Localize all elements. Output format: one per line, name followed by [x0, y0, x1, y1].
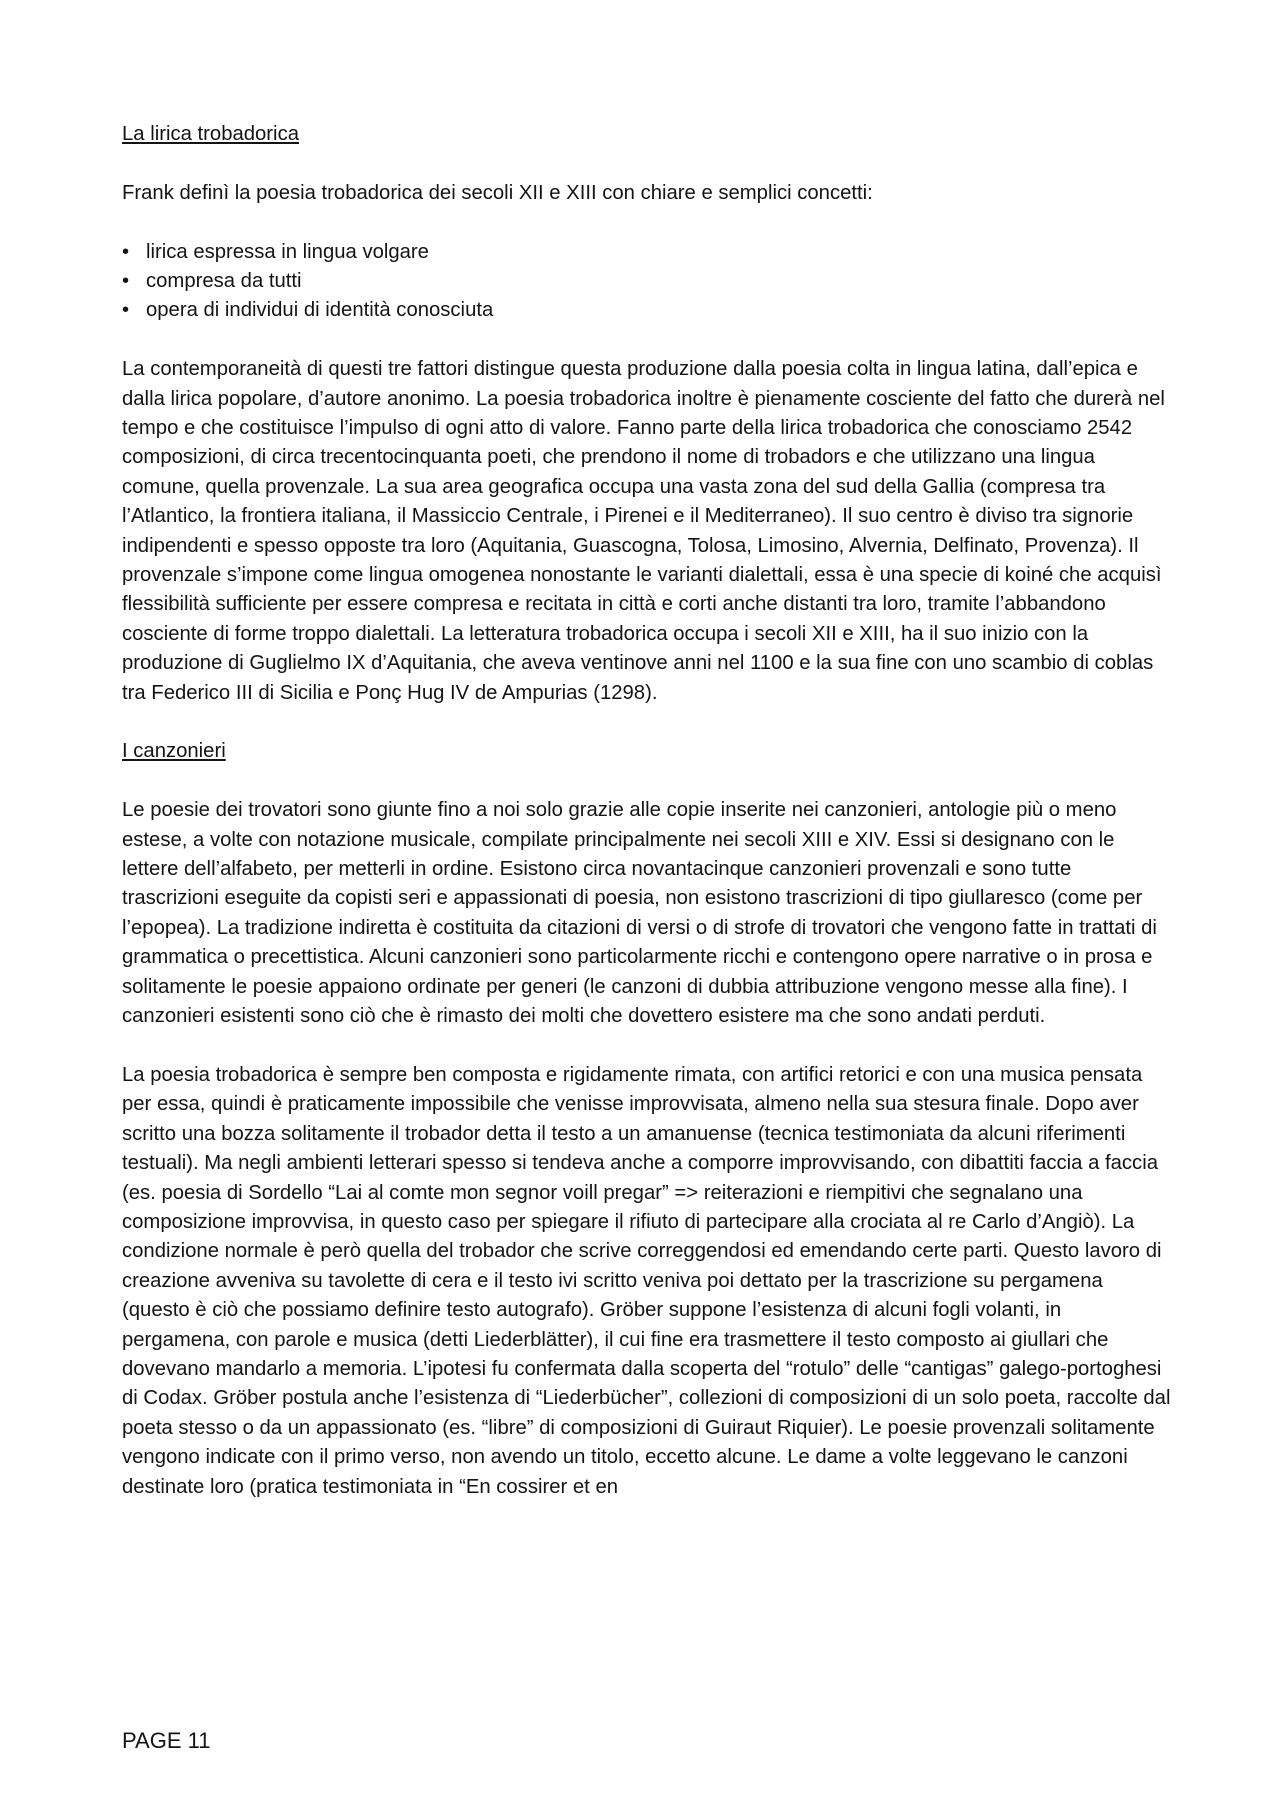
- concept-list: [122, 238, 1172, 326]
- document-page: [122, 120, 1172, 1502]
- section-title-canzonieri: I canzonieri: [122, 740, 226, 763]
- list-item: • opera di individui di identità conosciuta: [122, 296, 1172, 325]
- section-title-lirica: La lirica trobadorica: [122, 123, 299, 145]
- body-paragraph-canzonieri: Le poesie dei trovatori sono giunte fino a noi solo grazie alle copie inserite nei canzonieri, antologie più o meno estese, a volte con notazione musicale, compilate principalmente nei secoli XIII e XIV. Essi si designano con le lettere dell’alfabeto, per metterli in ordine. Esistono circa novantacinque canzonieri provenzali e sono tutte trascrizioni eseguite da copisti seri e appassionati di poesia, non esistono trascrizioni di tipo giullaresco (come per l’epopea). La tradizione indiretta è costituita da citazioni di versi o di strofe di trovatori che vengono fatte in trattati di grammatica o precettistica. Alcuni canzonieri sono particolarmente ricchi e contengono opere narrative o in prosa e solitamente le poesie appaiono ordinate per generi (le canzoni di dubbia attribuzione vengono messe alla fine). I canzonieri esistenti sono ciò che è rimasto dei molti che dovettero esistere ma che sono andati perduti.: [122, 799, 1157, 1028]
- intro-paragraph: Frank definì la poesia trobadorica dei secoli XII e XIII con chiare e semplici concetti:: [122, 181, 873, 204]
- body-paragraph-composizione: La poesia trobadorica è sempre ben composta e rigidamente rimata, con artifici retorici e con una musica pensata per essa, quindi è praticamente impossibile che venisse improvvisata, almeno nella sua stesura finale. Dopo aver scritto una bozza solitamente il trobador detta il testo a un amanuense (tecnica testimoniata da alcuni riferimenti testuali). Ma negli ambienti letterari spesso si tendeva anche a comporre improvvisando, con dibattiti faccia a faccia (es. poesia di Sordello “Lai al comte mon segnor voill pregar” => reiterazioni e riempitivi che segnalano una composizione improvvisa, in questo caso per spiegare il rifiuto di partecipare alla crociata al re Carlo d’Angiò). La condizione normale è però quella del trobador che scrive correggendosi ed emendando certe parti. Questo lavoro di creazione avveniva su tavolette di cera e il testo ivi scritto veniva poi dettato per la trascrizione su pergamena (questo è ciò che possiamo definire testo autografo). Gröber suppone l’esistenza di alcuni fogli volanti, in pergamena, con parole e musica (detti Liederblätter), il cui fine era trasmettere il testo composto ai giullari che dovevano mandarlo a memoria. L’ipotesi fu confermata dalla scoperta del “rotulo” delle “cantigas” galego-portoghesi di Codax. Gröber postula anche l’esistenza di “Liederbücher”, collezioni di composizioni di un solo poeta, raccolte dal poeta stesso o da un appassionato (es. “libre” di composizioni di Guiraut Riquier). Le poesie provenzali solitamente vengono indicate con il primo verso, non avendo un titolo, eccetto alcune. Le dame a volte leggevano le canzoni destinate loro (pratica testimoniata in “En cossirer et en: [122, 1063, 1171, 1498]
- body-paragraph-contemporaneita: La contemporaneità di questi tre fattori distingue questa produzione dalla poesia colta in lingua latina, dall’epica e dalla lirica popolare, d’autore anonimo. La poesia trobadorica inoltre è pienamente cosciente del fatto che durerà nel tempo e che costituisce l’impulso di ogni atto di valore. Fanno parte della lirica trobadorica che conosciamo 2542 composizioni, di circa trecentocinquanta poeti, che prendono il nome di trobadors e che utilizzano una lingua comune, quella provenzale. La sua area geografica occupa una vasta zona del sud della Gallia (compresa tra l’Atlantico, la frontiera italiana, il Massiccio Centrale, i Pirenei e il Mediterraneo). Il suo centro è diviso tra signorie indipendenti e spesso opposte tra loro (Aquitania, Guascogna, Tolosa, Limosino, Alvernia, Delfinato, Provenza). Il provenzale s’impone come lingua omogenea nonostante le varianti dialettali, essa è una specie di koiné che acquisì flessibilità sufficiente per essere compresa e recitata in città e corti anche distanti tra loro, tramite l’abbandono cosciente di forme troppo dialettali. La letteratura trobadorica occupa i secoli XII e XIII, ha il suo inizio con la produzione di Guglielmo IX d’Aquitania, che aveva ventinove anni nel 1100 e la sua fine con uno scambio di coblas tra Federico III di Sicilia e Ponç Hug IV de Ampurias (1298).: [122, 358, 1165, 704]
- list-item: • lirica espressa in lingua volgare: [122, 238, 1172, 267]
- page-number: PAGE 11: [122, 1728, 211, 1753]
- list-item: • compresa da tutti: [122, 267, 1172, 296]
